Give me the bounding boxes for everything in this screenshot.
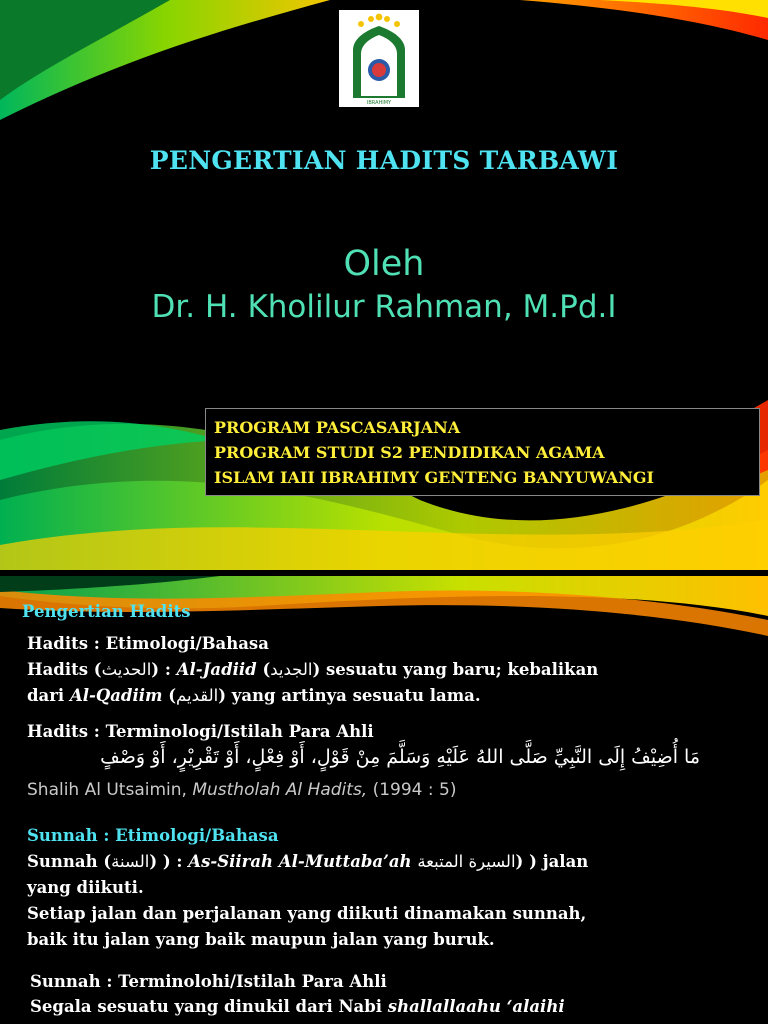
- hadits-terminologi-label: Hadits : Terminologi/Istilah Para Ahli: [27, 722, 374, 741]
- institution-box: [205, 408, 760, 496]
- sunnah-terminologi-line1: Segala sesuatu yang dinukil dari Nabi shallallaahu ‘alaihi: [30, 997, 565, 1016]
- sunnah-terminologi-label: Sunnah : Terminolohi/Istilah Para Ahli: [30, 972, 387, 991]
- hadits-etimologi-line1: Hadits (الحديث) : Al-Jadiid (الجديد) sesuatu yang baru; kebalikan: [27, 660, 599, 679]
- sunnah-etimologi-line3: Setiap jalan dan perjalanan yang diikuti dinamakan sunnah,: [27, 904, 587, 923]
- author-name: Dr. H. Kholilur Rahman, M.Pd.I: [151, 289, 617, 325]
- arabic-definition: مَا أُضِيْفُ إِلَى النَّبِيِّ صَلَّى اللهُ عَلَيْهِ وَسَلَّمَ مِنْ قَوْلٍ، أَوْ فِعْلٍ، أَوْ تَقْرِيْرٍ، أَوْ وَصْفٍ: [100, 746, 700, 768]
- institution-line: PROGRAM STUDI S2 PENDIDIKAN AGAMA: [214, 443, 605, 462]
- sunnah-etimologi-line1: Sunnah (السنة) ) : As-Siirah Al-Muttaba’ah السيرة المتبعة) ) jalan: [27, 852, 589, 871]
- sunnah-etimologi-line4: baik itu jalan yang baik maupun jalan yang buruk.: [27, 930, 495, 949]
- definition-slide: [0, 576, 768, 1024]
- section-heading: Pengertian Hadits: [22, 602, 191, 621]
- institution-logo: [339, 10, 419, 107]
- by-label: Oleh: [343, 244, 425, 284]
- institution-line: PROGRAM PASCASARJANA: [214, 418, 461, 437]
- institution-line: ISLAM IAII IBRAHIMY GENTENG BANYUWANGI: [214, 468, 654, 487]
- reference-citation: Shalih Al Utsaimin, Mustholah Al Hadits, (1994 : 5): [27, 780, 457, 800]
- hadits-etimologi-line2: dari Al-Qadiim (القديم) yang artinya sesuatu lama.: [27, 686, 481, 705]
- slide-title: PENGERTIAN HADITS TARBAWI: [149, 146, 619, 175]
- sunnah-etimologi-label: Sunnah : Etimologi/Bahasa: [27, 826, 279, 845]
- hadits-etimologi-label: Hadits : Etimologi/Bahasa: [27, 634, 269, 653]
- sunnah-etimologi-line2: yang diikuti.: [27, 878, 144, 897]
- svg-text:IBRAHIMY: IBRAHIMY: [366, 100, 392, 106]
